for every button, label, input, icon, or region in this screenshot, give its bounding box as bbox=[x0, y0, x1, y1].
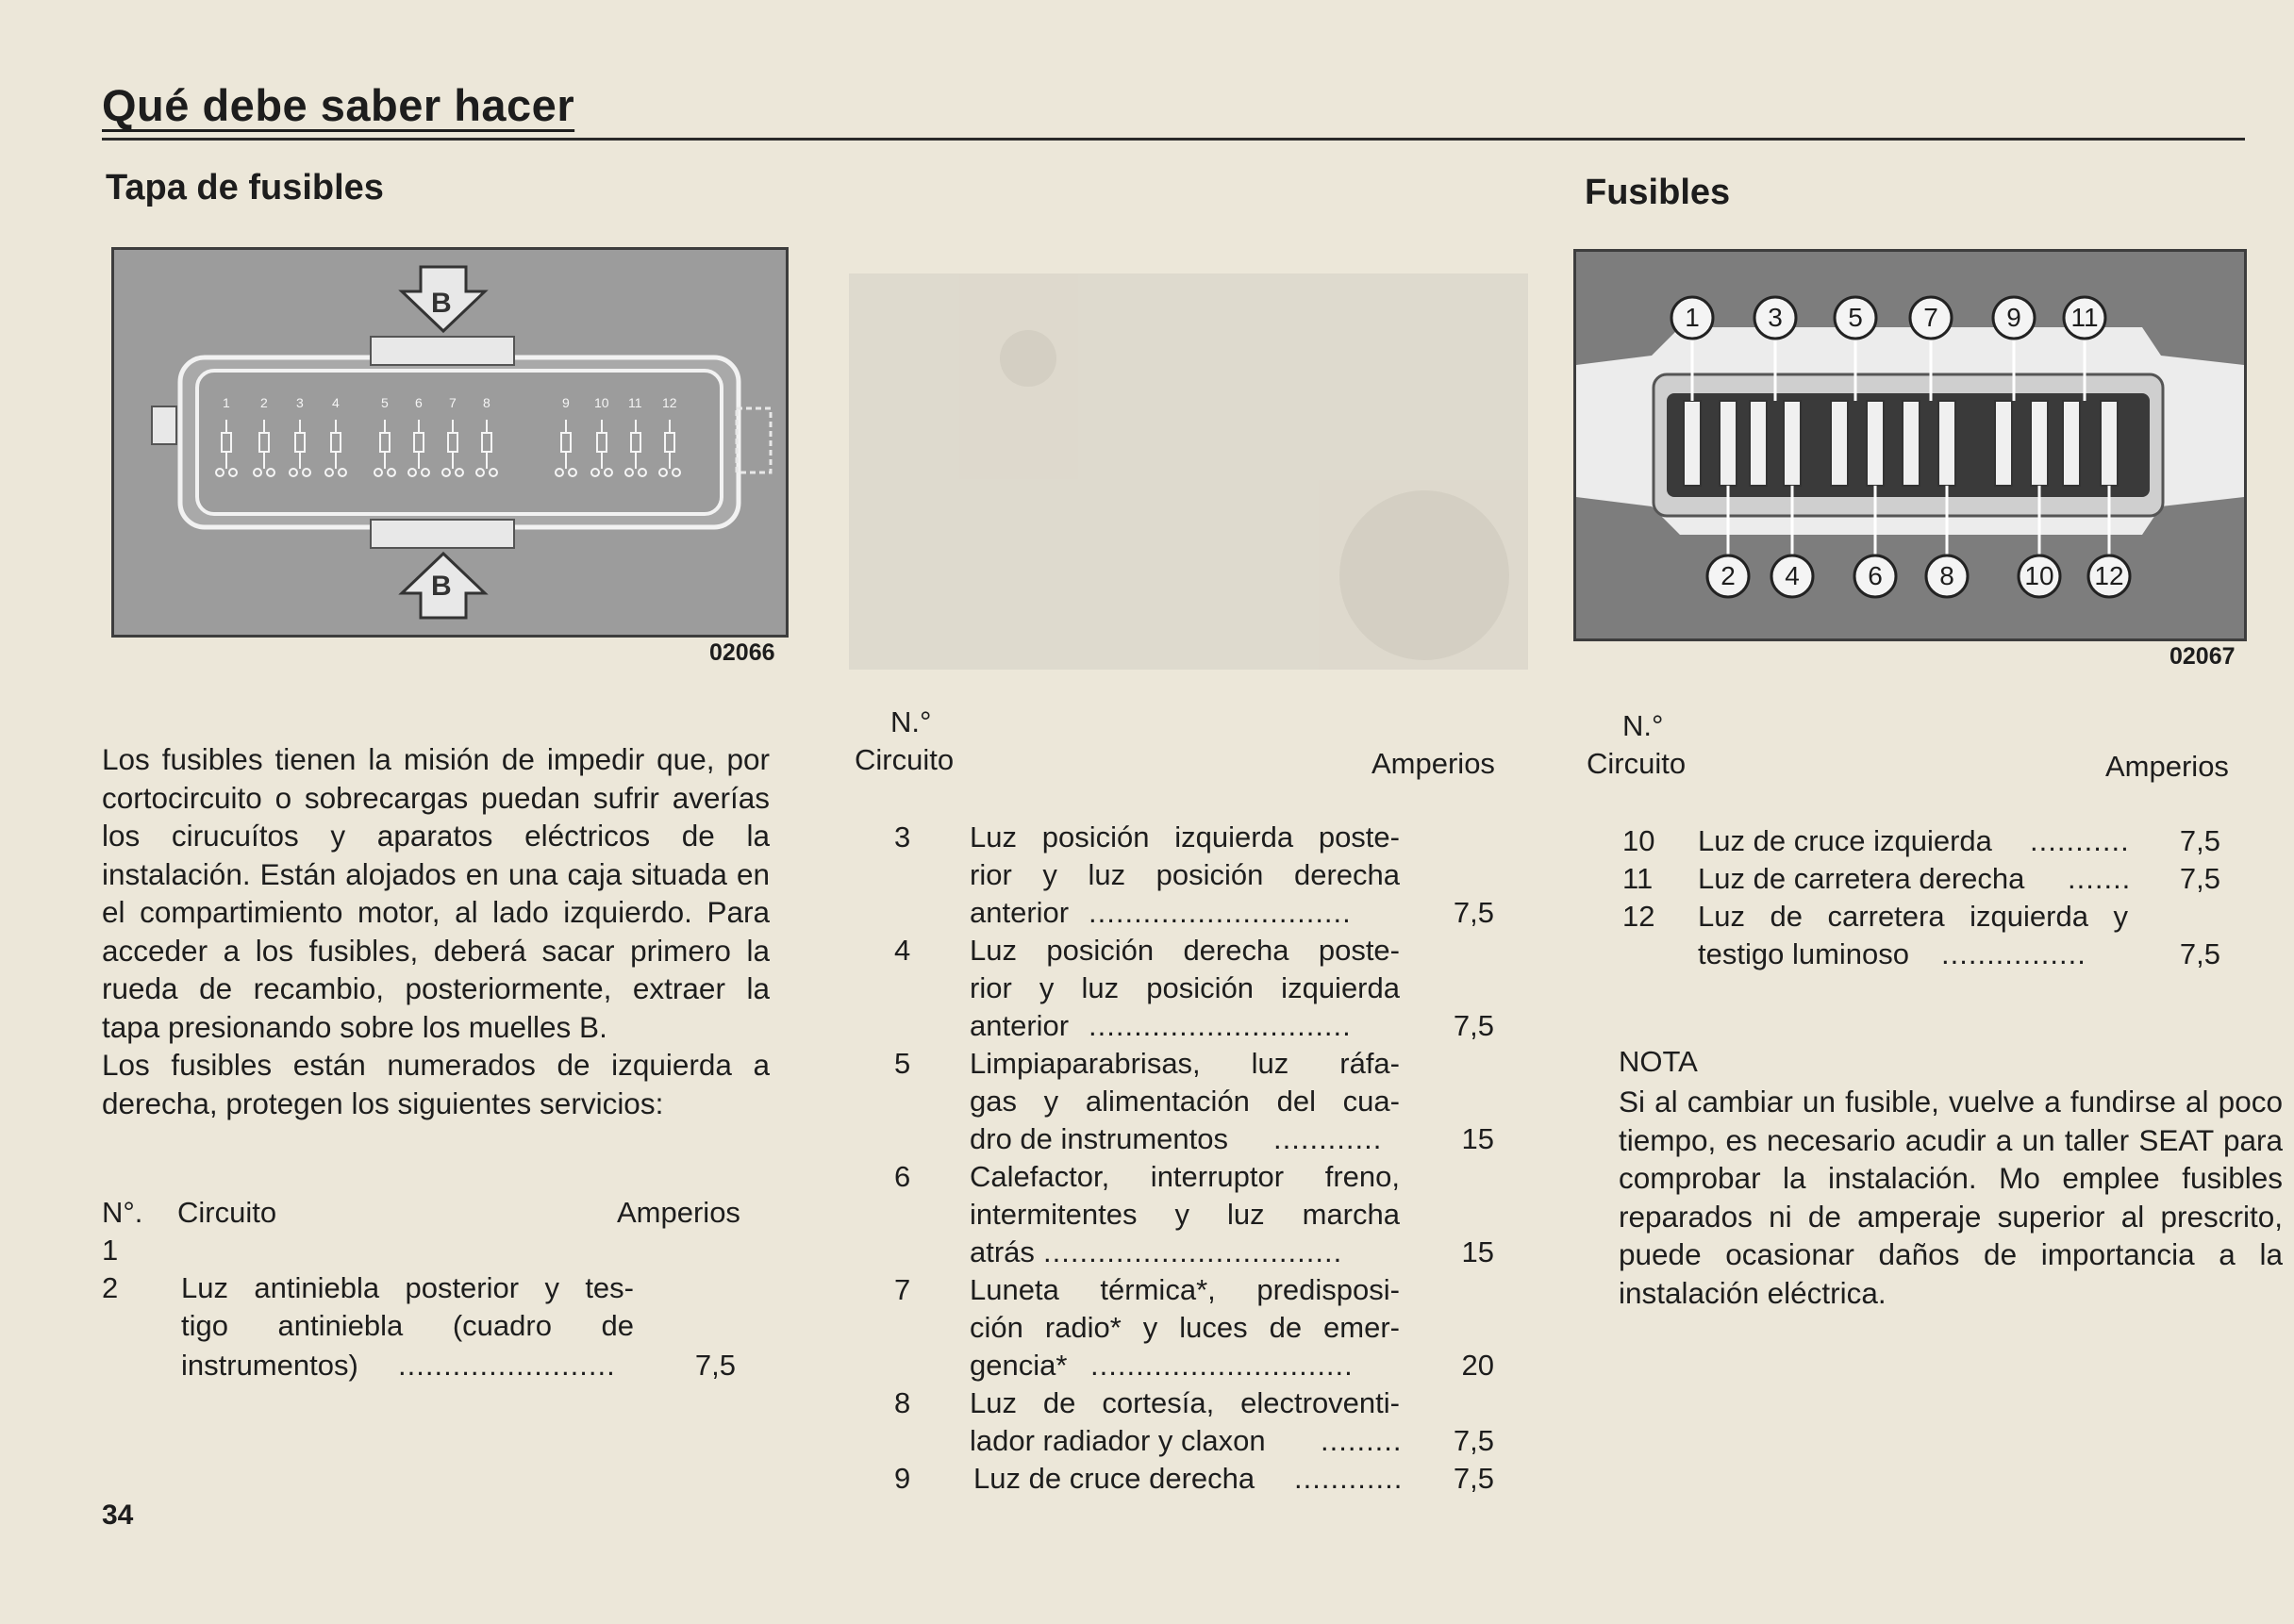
fuse-num: 7 bbox=[449, 395, 457, 410]
row-amps: 7,5 bbox=[1453, 896, 1494, 929]
row-desc-line: Luz de carretera derecha bbox=[1698, 862, 2025, 895]
fuse-num: 9 bbox=[562, 395, 570, 410]
row-desc-line: ción radio* y luces de emer- bbox=[970, 1311, 1400, 1344]
table3-row bbox=[1622, 898, 2245, 973]
row-amps: 7,5 bbox=[1453, 1009, 1494, 1042]
leader-dots: ................ bbox=[1941, 937, 2086, 970]
table1-header-amps: Amperios bbox=[617, 1196, 740, 1229]
row-amps: 7,5 bbox=[1453, 1424, 1494, 1457]
fuse-num: 3 bbox=[296, 395, 304, 410]
leader-dots: ............................. bbox=[1090, 1349, 1354, 1382]
callout: 7 bbox=[1923, 303, 1938, 332]
row-number: 9 bbox=[894, 1462, 911, 1495]
callout: 3 bbox=[1768, 303, 1783, 332]
row-desc-line: Luz de cruce derecha bbox=[973, 1462, 1255, 1495]
row-number: 8 bbox=[894, 1386, 911, 1419]
row-desc-line: lador radiador y claxon bbox=[970, 1424, 1266, 1457]
row-amps: 7,5 bbox=[2179, 862, 2220, 895]
figure-code-left: 02066 bbox=[709, 639, 775, 666]
callout: 4 bbox=[1785, 561, 1800, 590]
fuse-box-photo bbox=[1573, 249, 2247, 641]
callout: 1 bbox=[1685, 303, 1700, 332]
table1-header-circuit: Circuito bbox=[177, 1196, 277, 1229]
callout: 2 bbox=[1720, 561, 1736, 590]
leader-dots: ................................. bbox=[1043, 1235, 1343, 1268]
table2-row bbox=[894, 1384, 1517, 1460]
row-number: 10 bbox=[1622, 824, 1655, 857]
row-number: 4 bbox=[894, 934, 911, 967]
fuse-num: 10 bbox=[594, 395, 609, 410]
row-number: 12 bbox=[1622, 900, 1655, 933]
callout: 11 bbox=[2070, 303, 2099, 332]
fuse-number-row bbox=[114, 395, 786, 418]
row-desc-line: rior y luz posición izquierda bbox=[970, 971, 1400, 1004]
header-rule bbox=[102, 138, 2245, 141]
row-desc-line: atrás bbox=[970, 1235, 1035, 1268]
row-desc-line: Luz antiniebla posterior y tes- bbox=[181, 1271, 634, 1304]
row-amps: 7,5 bbox=[2179, 937, 2220, 970]
row-desc-line: anterior bbox=[970, 1009, 1070, 1042]
callouts-bottom bbox=[1576, 561, 2244, 593]
row-desc-line: intermitentes y luz marcha bbox=[970, 1198, 1400, 1231]
faded-background-photo bbox=[849, 273, 1528, 670]
table3-header-no: N.° bbox=[1622, 709, 1664, 742]
row-number: 6 bbox=[894, 1160, 911, 1193]
table3-row bbox=[1622, 822, 2245, 860]
intro-paragraph-2: Los fusibles están numerados de izquierda a derecha, protegen los siguientes servicios: bbox=[102, 1048, 770, 1120]
intro-paragraph-1: Los fusibles tienen la misión de impedir que, por cortocircuito o sobrecargas puedan sufrir averías los cirucuítos y aparatos eléctricos de la instalación. Están alojados en una caja situada en el compartimiento motor, al lado izquierdo. Para acceder a los fusibles, deberá sacar primero la rueda de recambio, posteriormente, extraer la tapa presionando sobre los muelles B. bbox=[102, 742, 770, 1044]
section-title-fuses: Fusibles bbox=[1585, 173, 1731, 212]
leader-dots: ............ bbox=[1294, 1462, 1404, 1495]
row-desc-line: Calefactor, interruptor freno, bbox=[970, 1160, 1400, 1193]
leader-dots: ............................. bbox=[1089, 1009, 1352, 1042]
table2-row bbox=[894, 1045, 1517, 1158]
table1-row bbox=[102, 1269, 762, 1392]
leader-dots: ....... bbox=[2068, 862, 2132, 895]
leader-dots: ......... bbox=[1321, 1424, 1403, 1457]
section-title-fuse-cover: Tapa de fusibles bbox=[106, 168, 384, 207]
callout: 6 bbox=[1868, 561, 1883, 590]
row-number: 2 bbox=[102, 1271, 119, 1304]
row-desc-line: testigo luminoso bbox=[1698, 937, 1910, 970]
table2-row bbox=[894, 932, 1517, 1045]
table2-header-amps: Amperios bbox=[1371, 747, 1495, 780]
note-text: Si al cambiar un fusible, vuelve a fundirse al poco tiempo, es necesario acudir a un taller SEAT para comprobar la instalación. Mo emplee fusibles reparados ni de amperaje superior al prescrito, puede ocasionar daños de importancia a la instalación eléctrica. bbox=[1619, 1085, 2283, 1310]
fuse-num: 2 bbox=[260, 395, 268, 410]
leader-dots: ............ bbox=[1273, 1122, 1383, 1155]
row-desc-line: Limpiaparabrisas, luz ráfa- bbox=[970, 1047, 1400, 1080]
note-title: NOTA bbox=[1619, 1045, 1698, 1078]
row-desc-line: rior y luz posición derecha bbox=[970, 858, 1400, 891]
table2-row bbox=[894, 1271, 1517, 1384]
fuse-num: 12 bbox=[662, 395, 677, 410]
callout: 5 bbox=[1848, 303, 1863, 332]
fuse-num: 4 bbox=[332, 395, 340, 410]
row-number: 7 bbox=[894, 1273, 911, 1306]
callouts-top bbox=[1576, 303, 2244, 335]
row-number: 11 bbox=[1622, 862, 1654, 895]
row-amps: 7,5 bbox=[694, 1349, 736, 1382]
table2-header-circuit: Circuito bbox=[855, 743, 955, 776]
leader-dots: ........................ bbox=[398, 1349, 616, 1382]
callout: 12 bbox=[2094, 561, 2124, 590]
fuse-num: 5 bbox=[381, 395, 389, 410]
row-desc-line: Luz posición izquierda poste- bbox=[970, 820, 1400, 853]
fuse-num: 1 bbox=[223, 395, 230, 410]
leader-dots: ........... bbox=[2030, 824, 2130, 857]
row-amps: 20 bbox=[1461, 1349, 1494, 1382]
row-amps: 15 bbox=[1461, 1235, 1494, 1268]
row-amps: 7,5 bbox=[2179, 824, 2220, 857]
table2-row bbox=[894, 1158, 1517, 1271]
table2-row bbox=[894, 1460, 1517, 1498]
fuse-num: 11 bbox=[628, 395, 642, 410]
row-amps: 15 bbox=[1461, 1122, 1494, 1155]
table2-row bbox=[894, 819, 1517, 932]
callout: 9 bbox=[2006, 303, 2021, 332]
row-desc-line: Luz posición derecha poste- bbox=[970, 934, 1400, 967]
table1-row bbox=[102, 1232, 762, 1269]
label-b-bottom: B bbox=[431, 571, 452, 602]
row-desc-line: gencia* bbox=[970, 1349, 1068, 1382]
figure-code-right: 02067 bbox=[2169, 643, 2236, 670]
table3-header-amps: Amperios bbox=[2105, 750, 2229, 783]
fuse-num: 8 bbox=[483, 395, 490, 410]
page-title: Qué debe saber hacer bbox=[102, 80, 575, 130]
fuse-cover-diagram bbox=[111, 247, 789, 638]
page-number: 34 bbox=[102, 1500, 134, 1531]
row-desc-line: dro de instrumentos bbox=[970, 1122, 1228, 1155]
row-number: 3 bbox=[894, 820, 911, 853]
callout: 10 bbox=[2024, 561, 2054, 590]
row-desc-line: instrumentos) bbox=[181, 1349, 358, 1382]
row-desc-line: Luneta térmica*, predisposi- bbox=[970, 1273, 1400, 1306]
row-desc-line: Luz de cruce izquierda bbox=[1698, 824, 1992, 857]
table3-header-circuit: Circuito bbox=[1587, 747, 1687, 780]
row-desc-line: Luz de cortesía, electroventi- bbox=[970, 1386, 1400, 1419]
label-b-top: B bbox=[431, 288, 452, 319]
row-desc-line: anterior bbox=[970, 896, 1070, 929]
fuse-num: 6 bbox=[415, 395, 423, 410]
row-desc-line: gas y alimentación del cua- bbox=[970, 1085, 1400, 1118]
row-amps: 7,5 bbox=[1453, 1462, 1494, 1495]
table1-header-no: N°. bbox=[102, 1196, 143, 1229]
table3-row bbox=[1622, 860, 2245, 898]
leader-dots: ............................. bbox=[1089, 896, 1352, 929]
callout: 8 bbox=[1939, 561, 1954, 590]
table2-header-no: N.° bbox=[890, 705, 932, 738]
row-desc-line: Luz de carretera izquierda y bbox=[1698, 900, 2128, 933]
row-number: 5 bbox=[894, 1047, 911, 1080]
intro-text bbox=[102, 740, 770, 1122]
row-desc-line: tigo antiniebla (cuadro de bbox=[181, 1309, 634, 1342]
row-number: 1 bbox=[102, 1234, 119, 1267]
